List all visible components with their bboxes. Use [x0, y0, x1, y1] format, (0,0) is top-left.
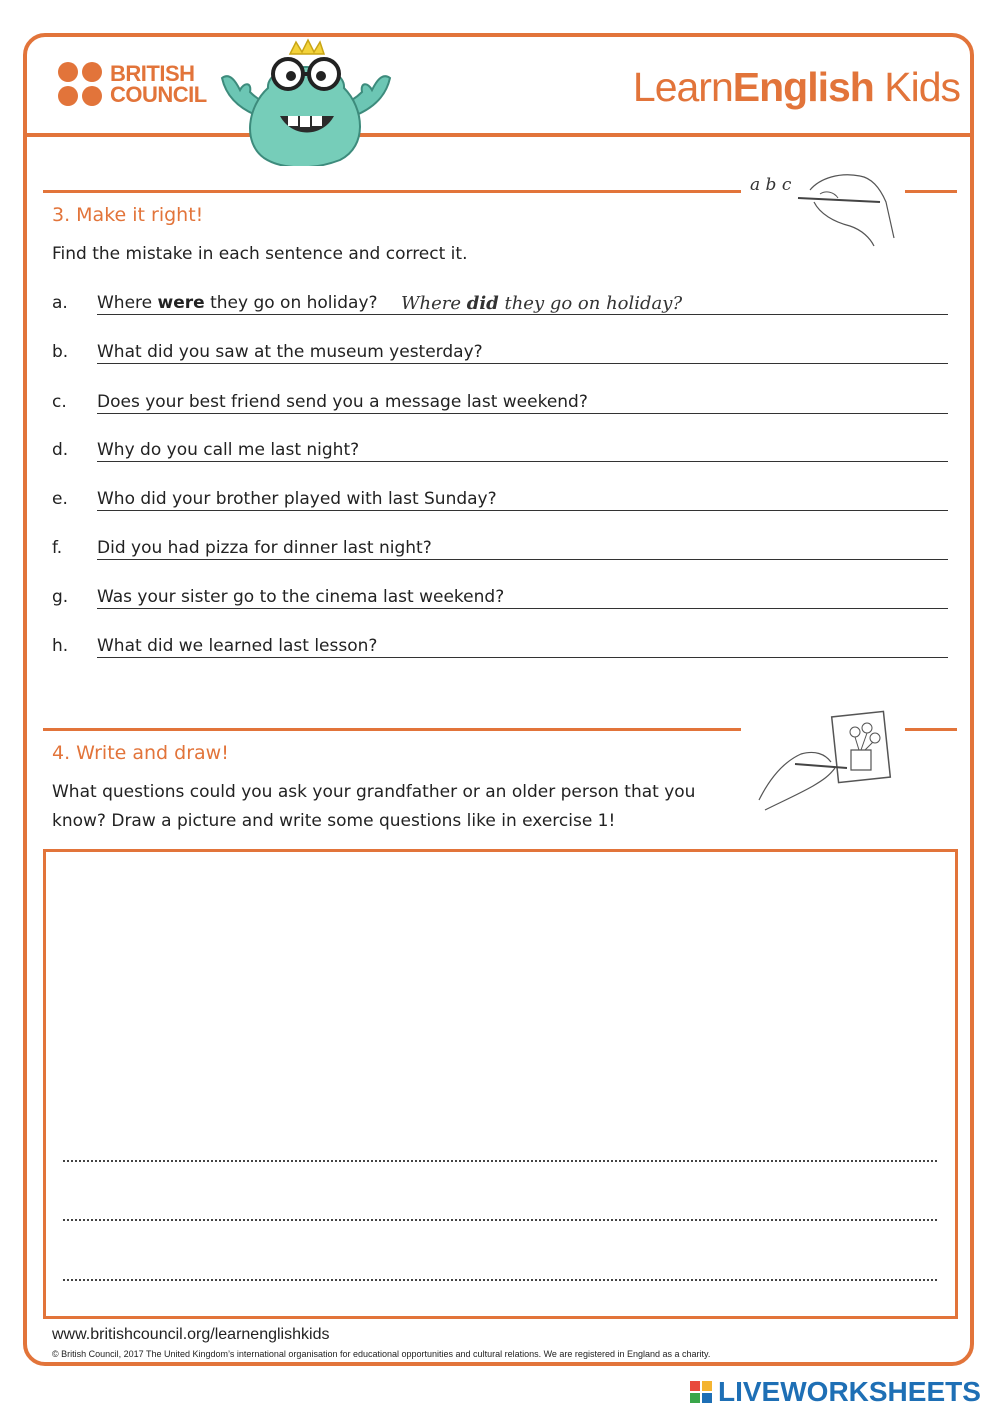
question-letter: f.: [52, 538, 63, 558]
question-c: [52, 390, 948, 416]
question-letter: h.: [52, 636, 69, 656]
le-logo-kids: Kids: [873, 64, 960, 110]
answer-line[interactable]: [97, 559, 948, 560]
liveworksheets-logo-icon: [690, 1381, 712, 1403]
question-letter: a.: [52, 293, 68, 313]
writing-line[interactable]: [63, 1219, 937, 1221]
bc-logo-line1: BRITISH: [110, 61, 195, 86]
question-e: [52, 487, 948, 513]
question-text: What did you saw at the museum yesterday?: [97, 342, 487, 362]
le-logo-english: English: [732, 64, 874, 110]
writing-line[interactable]: [63, 1279, 937, 1281]
question-b: [52, 340, 948, 366]
british-council-logo: [58, 62, 207, 106]
section3-instruction: Find the mistake in each sentence and correct it.: [52, 244, 468, 264]
drawing-hand-icon: [755, 710, 895, 814]
monster-mascot-icon: [218, 38, 394, 166]
le-logo-learn: Learn: [632, 64, 733, 110]
question-letter: c.: [52, 392, 67, 412]
footer-copyright: © British Council, 2017 The United Kingdom’s international organisation for educational opportunities and cultural relations. We are registered in England as a charity.: [52, 1349, 711, 1359]
liveworksheets-text: LIVEWORKSHEETS: [718, 1376, 981, 1407]
question-text: Was your sister go to the cinema last weekend?: [97, 587, 508, 607]
answer-line[interactable]: [97, 608, 948, 609]
mistake-word: were: [157, 293, 205, 313]
drawing-area[interactable]: [43, 849, 958, 1319]
abc-letters: a b c: [750, 175, 792, 195]
liveworksheets-watermark: [690, 1376, 981, 1408]
section4-title: 4. Write and draw!: [52, 742, 229, 764]
section4-rule-right: [905, 728, 957, 731]
question-text: Does your best friend send you a message last weekend?: [97, 392, 592, 412]
footer-url: www.britishcouncil.org/learnenglishkids: [52, 1326, 330, 1343]
header-divider: [27, 133, 973, 137]
answer-line[interactable]: [97, 461, 948, 462]
question-text: Who did your brother played with last Sunday?: [97, 489, 501, 509]
question-text: Where were they go on holiday?: [97, 293, 382, 313]
question-h: [52, 634, 948, 660]
question-text: Did you had pizza for dinner last night?: [97, 538, 436, 558]
section3-rule-left: [43, 190, 741, 193]
answer-line[interactable]: [97, 363, 948, 364]
section4-instruction-line1: What questions could you ask your grandfather or an older person that you: [52, 782, 696, 802]
answer-line[interactable]: [97, 657, 948, 658]
answer-line: [97, 314, 948, 315]
answer-line[interactable]: [97, 413, 948, 414]
section4-instruction-line2: know? Draw a picture and write some questions like in exercise 1!: [52, 811, 616, 831]
question-g: [52, 585, 948, 611]
question-letter: d.: [52, 440, 69, 460]
british-council-dots-icon: [58, 62, 102, 106]
question-letter: e.: [52, 489, 68, 509]
section4-instruction: [52, 778, 695, 836]
question-d: [52, 438, 948, 464]
question-text: What did we learned last lesson?: [97, 636, 381, 656]
question-letter: b.: [52, 342, 69, 362]
section3-rule-right: [905, 190, 957, 193]
writing-line[interactable]: [63, 1160, 937, 1162]
answer-line[interactable]: [97, 510, 948, 511]
section3-title: 3. Make it right!: [52, 204, 204, 226]
learnenglish-kids-logo: [633, 64, 960, 111]
answer-input[interactable]: Where did they go on holiday?: [401, 293, 683, 314]
section4-rule-left: [43, 728, 741, 731]
question-letter: g.: [52, 587, 69, 607]
question-a: [52, 291, 948, 317]
bc-logo-line2: COUNCIL: [110, 82, 207, 107]
question-f: [52, 536, 948, 562]
writing-hand-icon: [790, 168, 900, 248]
question-text: Why do you call me last night?: [97, 440, 363, 460]
